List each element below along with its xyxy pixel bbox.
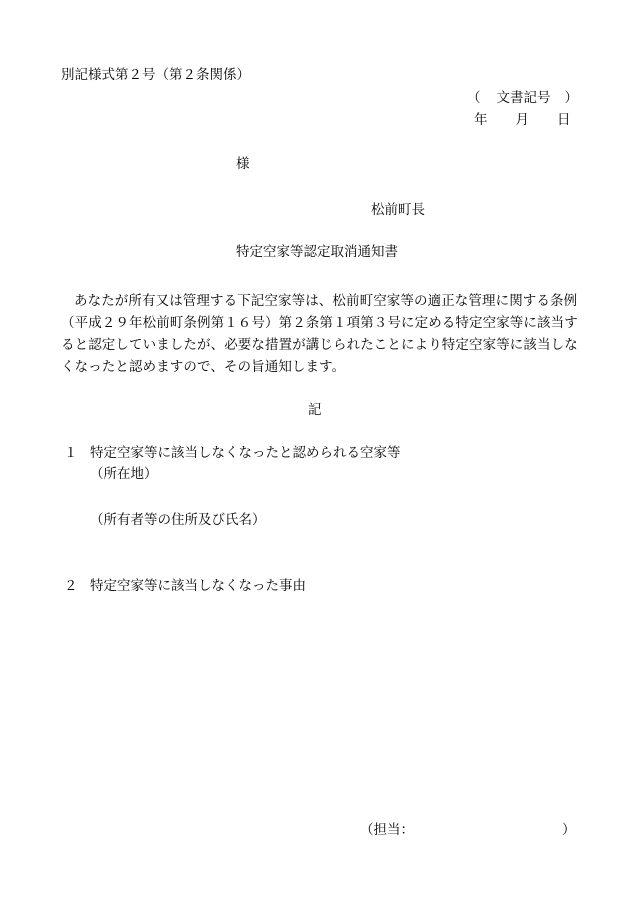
item-1-location-label: （所在地）: [90, 466, 158, 482]
item-2-heading-text: 特定空家等に該当しなくなった事由: [90, 578, 306, 594]
date-day-label: 日: [557, 112, 571, 128]
ki-heading: 記: [308, 402, 322, 418]
document-title: 特定空家等認定取消通知書: [236, 244, 398, 260]
document-code-label: 文書記号: [496, 90, 551, 106]
item-1-owner-label: （所有者等の住所及び氏名）: [90, 512, 266, 528]
document-date: [474, 114, 571, 128]
contact-person: [360, 824, 576, 838]
contact-close: ）: [562, 822, 576, 838]
document-code-open: （: [467, 90, 481, 106]
form-reference: 別記様式第２号（第２条関係）: [61, 67, 250, 83]
contact-label: （担当：: [360, 822, 414, 838]
item-1-heading: [64, 447, 401, 461]
addressee-suffix: 様: [236, 156, 250, 172]
item-2-heading: [64, 580, 306, 594]
document-code-close: ）: [564, 90, 578, 106]
date-year-label: 年: [474, 112, 488, 128]
item-1-number: １: [64, 445, 78, 461]
item-1-heading-text: 特定空家等に該当しなくなったと認められる空家等: [90, 445, 401, 461]
sender-name: 松前町長: [371, 202, 425, 218]
item-2-number: ２: [64, 578, 78, 594]
date-month-label: 月: [515, 112, 529, 128]
notice-body: あなたが所有又は管理する下記空家等は、松前町空家等の適正な管理に関する条例（平成２９年松前町条例第１６号）第２条第１項第３号に定める特定空家等に該当すると認定していましたが、必要な措置が講じられたことにより特定空家等に該当しなくなったと認めますので、その旨通知します。: [61, 293, 578, 375]
document-code: [467, 92, 578, 106]
